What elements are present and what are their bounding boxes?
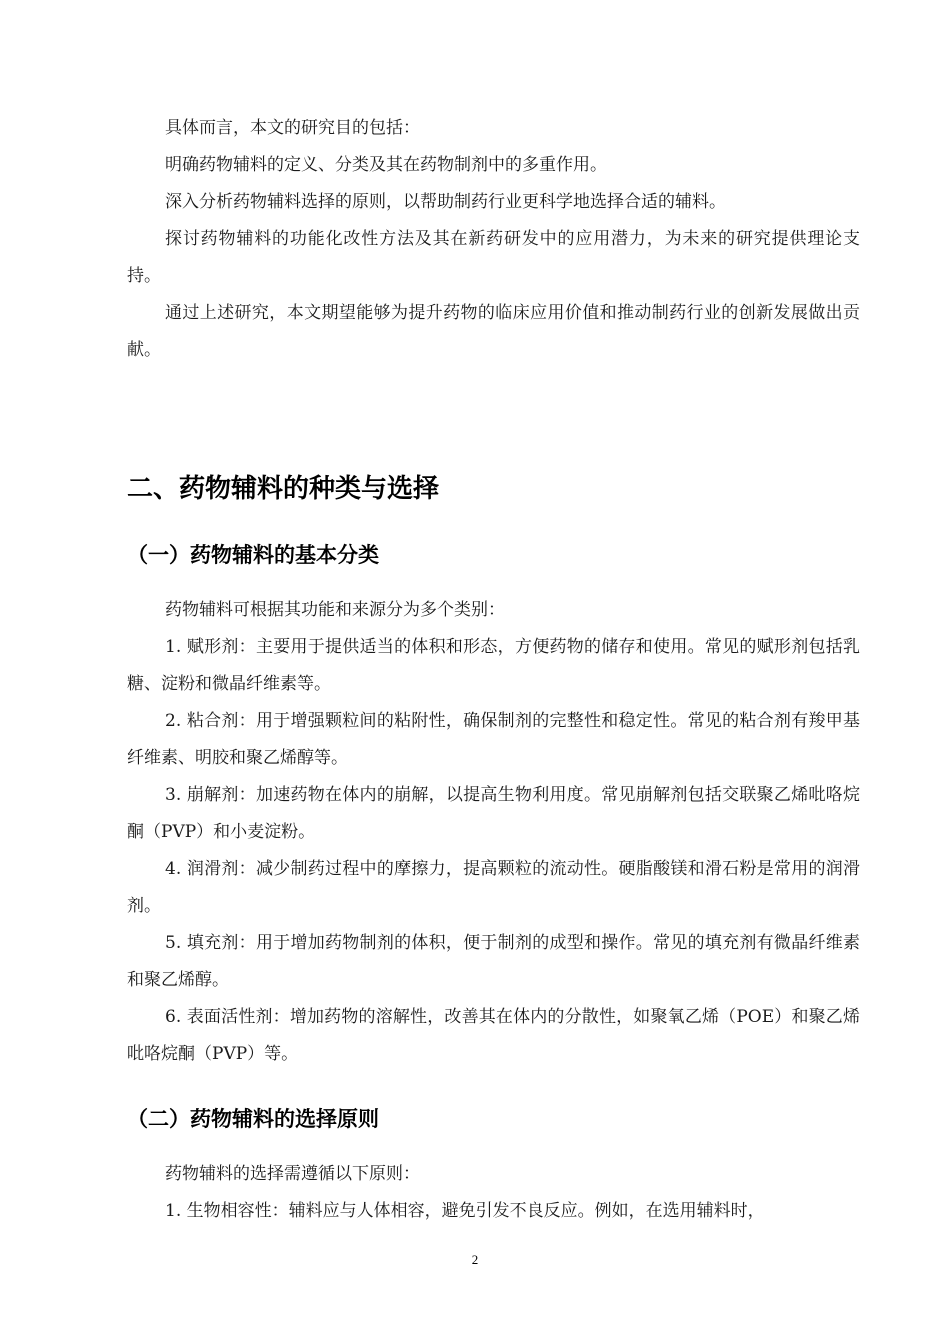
paragraph-intro-5: 通过上述研究，本文期望能够为提升药物的临床应用价值和推动制药行业的创新发展做出贡献。	[127, 303, 860, 360]
classification-item-4: 4. 润滑剂：减少制药过程中的摩擦力，提高颗粒的流动性。硬脂酸镁和滑石粉是常用的润滑剂。	[127, 859, 860, 916]
classification-item-3: 3. 崩解剂：加速药物在体内的崩解，以提高生物利用度。常见崩解剂包括交联聚乙烯吡咯烷酮（PVP）和小麦淀粉。	[127, 785, 860, 842]
page-number: 2	[471, 1252, 479, 1267]
subsection-heading-principles: （二）药物辅料的选择原则	[127, 1107, 379, 1131]
paragraph-intro-2: 明确药物辅料的定义、分类及其在药物制剂中的多重作用。	[165, 155, 607, 175]
paragraph-intro-4: 探讨药物辅料的功能化改性方法及其在新药研发中的应用潜力，为未来的研究提供理论支持。	[127, 229, 860, 286]
principles-intro: 药物辅料的选择需遵循以下原则：	[165, 1164, 420, 1184]
classification-item-5: 5. 填充剂：用于增加药物制剂的体积，便于制剂的成型和操作。常见的填充剂有微晶纤维素和聚乙烯醇。	[127, 933, 860, 990]
classification-intro: 药物辅料可根据其功能和来源分为多个类别：	[165, 600, 505, 620]
paragraph-intro-3: 深入分析药物辅料选择的原则，以帮助制药行业更科学地选择合适的辅料。	[165, 192, 726, 212]
section-heading: 二、药物辅料的种类与选择	[127, 474, 440, 504]
classification-item-6: 6. 表面活性剂：增加药物的溶解性，改善其在体内的分散性，如聚氧乙烯（POE）和聚乙烯吡咯烷酮（PVP）等。	[127, 1007, 860, 1064]
classification-item-2: 2. 粘合剂：用于增强颗粒间的粘附性，确保制剂的完整性和稳定性。常见的粘合剂有羧甲基纤维素、明胶和聚乙烯醇等。	[127, 711, 860, 768]
classification-item-1: 1. 赋形剂：主要用于提供适当的体积和形态，方便药物的储存和使用。常见的赋形剂包括乳糖、淀粉和微晶纤维素等。	[127, 637, 860, 694]
subsection-heading-classification: （一）药物辅料的基本分类	[127, 543, 379, 567]
paragraph-intro-1: 具体而言，本文的研究目的包括：	[165, 118, 420, 138]
principles-item-1: 1. 生物相容性：辅料应与人体相容，避免引发不良反应。例如，在选用辅料时，	[165, 1201, 765, 1221]
